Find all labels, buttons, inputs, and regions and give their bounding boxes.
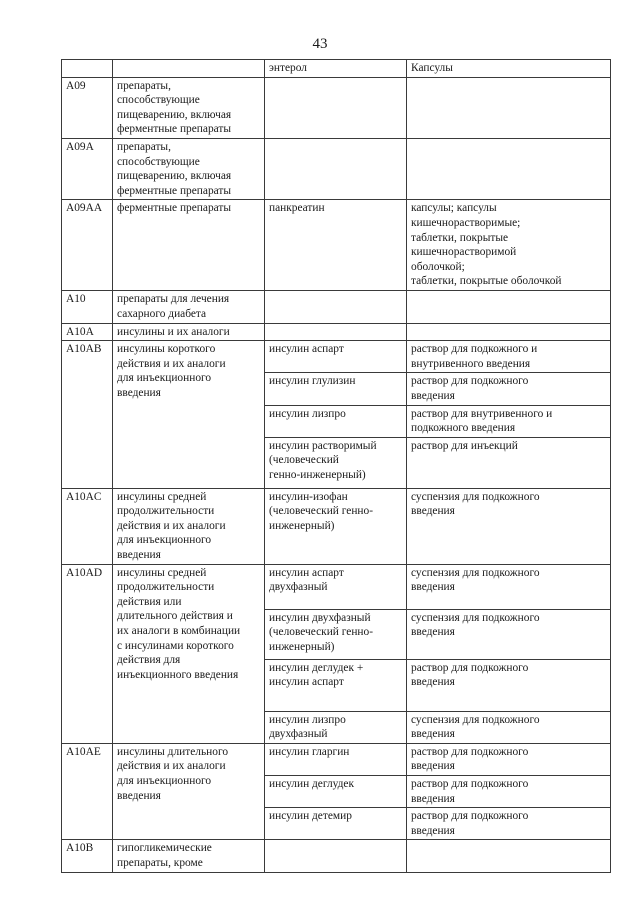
drug-name-cell: инсулин растворимый (человеческий генно-инженерный)	[265, 437, 407, 488]
group-name-cell: препараты, способствующие пищеварению, включая ферментные препараты	[113, 138, 265, 199]
dosage-form-cell: суспензия для подкожного введения	[407, 488, 611, 564]
drug-name-cell: инсулин гларгин	[265, 743, 407, 775]
group-name-cell: инсулины длительного действия и их аналоги для инъекционного введения	[113, 743, 265, 840]
atc-code-cell: A10AB	[62, 341, 113, 489]
drug-name-cell: инсулин лизпро двухфазный	[265, 711, 407, 743]
dosage-form-cell: Капсулы	[407, 60, 611, 78]
table-row	[62, 488, 611, 564]
group-name-cell: гипогликемические препараты, кроме	[113, 840, 265, 872]
atc-code-cell: A10AC	[62, 488, 113, 564]
drug-name-cell: инсулин аспарт двухфазный	[265, 564, 407, 609]
atc-code-cell: A10AE	[62, 743, 113, 840]
dosage-form-cell: раствор для подкожного введения	[407, 373, 611, 405]
drug-name-cell: инсулин аспарт	[265, 341, 407, 373]
dosage-form-cell: суспензия для подкожного введения	[407, 609, 611, 659]
drug-name-cell	[265, 77, 407, 138]
table-row	[62, 77, 611, 138]
dosage-form-cell: капсулы; капсулы кишечнорастворимые; таблетки, покрытые кишечнорастворимой оболочкой; таблетки, покрытые оболочкой	[407, 200, 611, 291]
table-row	[62, 564, 611, 609]
dosage-form-cell: раствор для подкожного и внутривенного введения	[407, 341, 611, 373]
drug-name-cell	[265, 323, 407, 341]
drug-name-cell	[265, 138, 407, 199]
drug-name-cell: панкреатин	[265, 200, 407, 291]
dosage-form-cell: раствор для подкожного введения	[407, 659, 611, 711]
dosage-form-cell: раствор для внутривенного и подкожного введения	[407, 405, 611, 437]
drug-name-cell: инсулин лизпро	[265, 405, 407, 437]
table-row	[62, 60, 611, 78]
group-name-cell: ферментные препараты	[113, 200, 265, 291]
atc-code-cell: A10A	[62, 323, 113, 341]
drug-name-cell	[265, 291, 407, 323]
atc-code-cell	[62, 60, 113, 78]
group-name-cell: инсулины средней продолжительности действия и их аналоги для инъекционного введения	[113, 488, 265, 564]
group-name-cell	[113, 60, 265, 78]
dosage-form-cell	[407, 291, 611, 323]
atc-code-cell: A10	[62, 291, 113, 323]
dosage-form-cell: раствор для подкожного введения	[407, 808, 611, 840]
table-row	[62, 743, 611, 775]
dosage-form-cell: суспензия для подкожного введения	[407, 711, 611, 743]
drug-table	[61, 59, 611, 873]
dosage-form-cell: раствор для подкожного введения	[407, 743, 611, 775]
dosage-form-cell	[407, 840, 611, 872]
atc-code-cell: A09A	[62, 138, 113, 199]
group-name-cell: препараты для лечения сахарного диабета	[113, 291, 265, 323]
group-name-cell: препараты, способствующие пищеварению, включая ферментные препараты	[113, 77, 265, 138]
table-row	[62, 840, 611, 872]
drug-name-cell: инсулин двухфазный (человеческий генно- инженерный)	[265, 609, 407, 659]
group-name-cell: инсулины короткого действия и их аналоги для инъекционного введения	[113, 341, 265, 489]
table-row	[62, 323, 611, 341]
dosage-form-cell	[407, 138, 611, 199]
group-name-cell: инсулины и их аналоги	[113, 323, 265, 341]
table-row	[62, 291, 611, 323]
dosage-form-cell: раствор для подкожного введения	[407, 776, 611, 808]
dosage-form-cell: раствор для инъекций	[407, 437, 611, 488]
table-row	[62, 341, 611, 373]
drug-name-cell: инсулин деглудек	[265, 776, 407, 808]
drug-name-cell: энтерол	[265, 60, 407, 78]
drug-name-cell: инсулин детемир	[265, 808, 407, 840]
table-row	[62, 200, 611, 291]
atc-code-cell: A09AA	[62, 200, 113, 291]
group-name-cell: инсулины средней продолжительности действия или длительного действия и их аналоги в комбинации с инсулинами короткого действия для инъекционного введения	[113, 564, 265, 743]
drug-name-cell: инсулин глулизин	[265, 373, 407, 405]
page-number: 43	[312, 36, 328, 52]
dosage-form-cell	[407, 77, 611, 138]
atc-code-cell: A10AD	[62, 564, 113, 743]
atc-code-cell: A10B	[62, 840, 113, 872]
drug-name-cell: инсулин деглудек + инсулин аспарт	[265, 659, 407, 711]
dosage-form-cell: суспензия для подкожного введения	[407, 564, 611, 609]
atc-code-cell: A09	[62, 77, 113, 138]
table-row	[62, 138, 611, 199]
dosage-form-cell	[407, 323, 611, 341]
drug-name-cell: инсулин-изофан (человеческий генно- инженерный)	[265, 488, 407, 564]
drug-name-cell	[265, 840, 407, 872]
